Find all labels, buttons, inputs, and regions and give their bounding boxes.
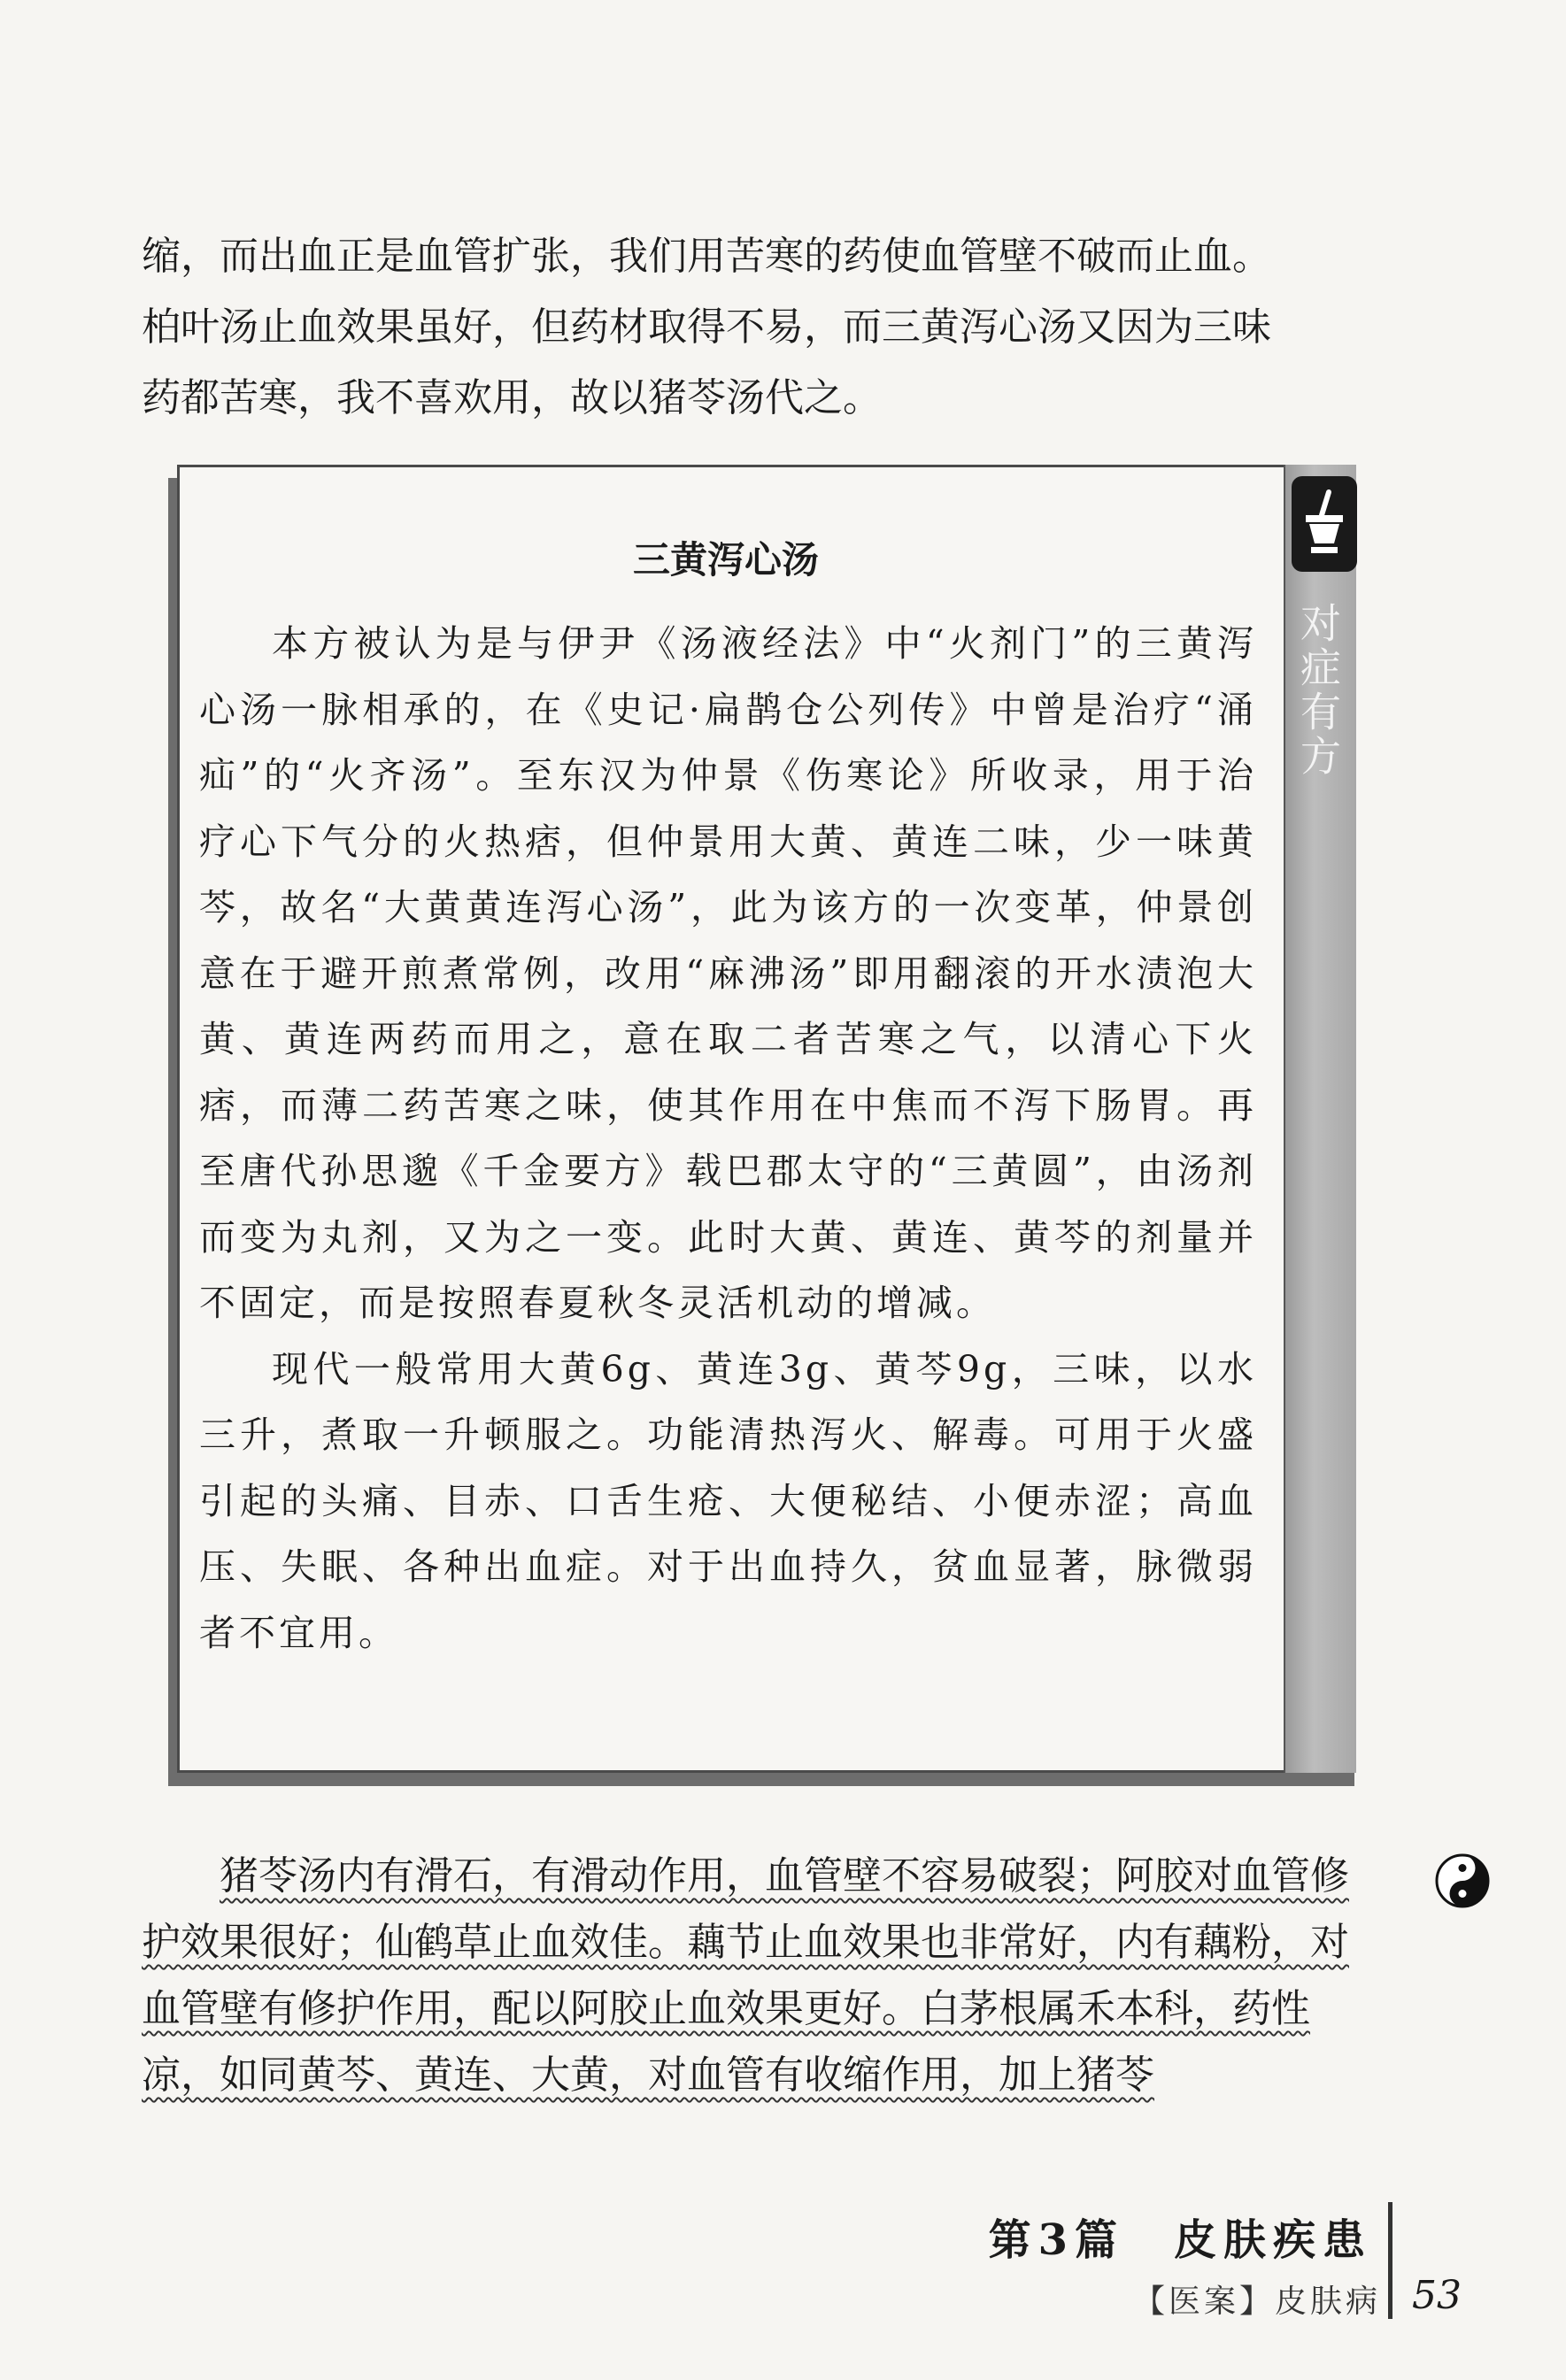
intro-text — [142, 221, 1381, 434]
box-body — [199, 611, 1257, 1666]
section-subtitle: 【医案】皮肤病 — [1132, 2284, 1381, 2320]
section-title: 第3篇 皮肤疾患 — [988, 2215, 1372, 2265]
underlined-text: 猪苓汤内有滑石，有滑动作用，血管壁不容易破裂；阿胶对血管修护效果很好；仙鹤草止血效佳。藕节止血效果也非常好，内有藕粉，对血管壁有修护作用，配以阿胶止血效果更好。白茅根属禾本科，药性凉，如同黄芩、黄连、大黄，对血管有收缩作用，加上猪苓 — [142, 1853, 1349, 2098]
closing-paragraph — [142, 1843, 1381, 2108]
sidebar-tab-label: 对症有方 — [1294, 602, 1342, 779]
intro-line: 缩，而出血正是血管扩张，我们用苦寒的药使血管壁不破而止血。 — [142, 234, 1271, 279]
mortar-pestle-icon — [1292, 476, 1357, 572]
box-title: 三黄泻心汤 — [632, 538, 819, 582]
box-paragraph: 现代一般常用大黄6g、黄连3g、黄芩9g，三味，以水三升，煮取一升顿服之。功能清热泻火、解毒。可用于火盛引起的头痛、目赤、口舌生疮、大便秘结、小便赤涩；高血压、失眠、各种出血症。对于出血持久，贫血显著，脉微弱者不宜用。 — [199, 1347, 1257, 1654]
intro-line: 药都苦寒，我不喜欢用，故以猪苓汤代之。 — [142, 375, 882, 420]
intro-line: 柏叶汤止血效果虽好，但药材取得不易，而三黄泻心汤又因为三味 — [142, 304, 1271, 350]
yin-yang-icon — [1434, 1852, 1491, 1913]
footer-divider — [1388, 2202, 1392, 2319]
box-paragraph: 本方被认为是与伊尹《汤液经法》中“火剂门”的三黄泻心汤一脉相承的，在《史记·扁鹊仓公列传》中曾是治疗“涌疝”的“火齐汤”。至东汉为仲景《伤寒论》所收录，用于治疗心下气分的火热痞，但仲景用大黄、黄连二味，少一味黄芩，故名“大黄黄连泻心汤”，此为该方的一次变革，仲景创意在于避开煎煮常例，改用“麻沸汤”即用翻滚的开水渍泡大黄、黄连两药而用之，意在取二者苦寒之气，以清心下火痞，而薄二药苦寒之味，使其作用在中焦而不泻下肠胃。再至唐代孙思邈《千金要方》载巴郡太守的“三黄圆”，由汤剂而变为丸剂，又为之一变。此时大黄、黄连、黄芩的剂量并不固定，而是按照春夏秋冬灵活机动的增减。 — [199, 622, 1257, 1324]
page-number: 53 — [1412, 2273, 1462, 2318]
